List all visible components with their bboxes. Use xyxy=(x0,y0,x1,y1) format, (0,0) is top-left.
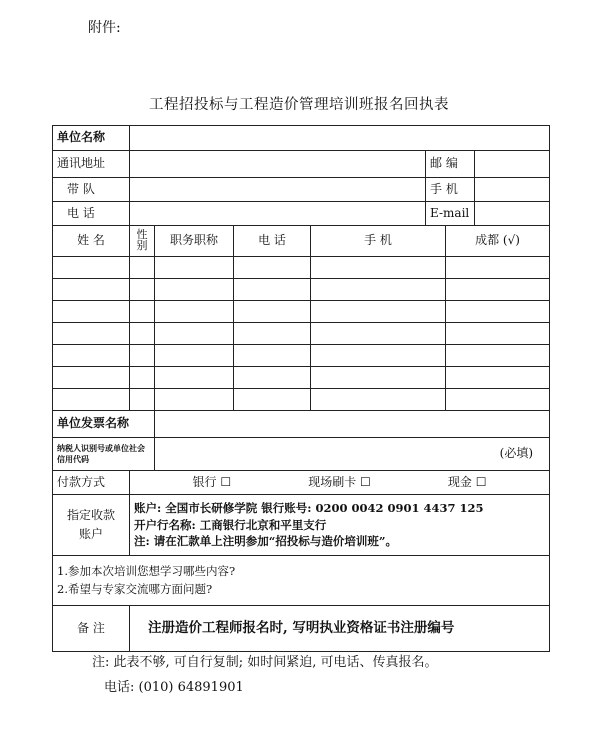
invoice-name-label: 单位发票名称 xyxy=(53,411,155,438)
form-title: 工程招投标与工程造价管理培训班报名回执表 xyxy=(149,97,449,113)
attendee-name-cell[interactable] xyxy=(53,367,130,389)
payment-option-bank[interactable]: 银行 ☐ xyxy=(192,474,232,489)
required-note: (必填) xyxy=(499,446,534,461)
attendee-row xyxy=(53,257,550,279)
attendee-position-cell[interactable] xyxy=(155,323,234,345)
account-label: 指定收款账户 xyxy=(53,495,130,556)
address-field[interactable] xyxy=(130,151,426,178)
col-name: 姓 名 xyxy=(53,226,130,257)
col-mobile: 手 机 xyxy=(311,226,446,257)
leader-field[interactable] xyxy=(130,178,426,202)
attendee-position-cell[interactable] xyxy=(155,345,234,367)
attendee-name-cell[interactable] xyxy=(53,279,130,301)
attendee-position-cell[interactable] xyxy=(155,389,234,411)
postcode-field[interactable] xyxy=(475,151,550,178)
attendee-row xyxy=(53,389,550,411)
address-label: 通讯地址 xyxy=(53,151,130,178)
questions-cell[interactable] xyxy=(53,556,550,606)
account-details xyxy=(130,495,550,556)
attendee-phone-cell[interactable] xyxy=(234,367,311,389)
attendee-row xyxy=(53,279,550,301)
attendee-phone-cell[interactable] xyxy=(234,345,311,367)
footer-note: 注: 此表不够, 可自行复制; 如时间紧迫, 可电话、传真报名。 xyxy=(92,655,438,670)
attendee-row xyxy=(53,367,550,389)
account-line-3: 注: 请在汇款单上注明参加“招投标与造价培训班”。 xyxy=(134,534,397,549)
invoice-name-field[interactable] xyxy=(155,411,550,438)
col-phone: 电 话 xyxy=(234,226,311,257)
attendee-mobile-cell[interactable] xyxy=(311,389,446,411)
remarks-text: 注册造价工程师报名时, 写明执业资格证书注册编号 xyxy=(148,620,455,637)
tax-id-field[interactable] xyxy=(155,438,550,471)
attendee-row xyxy=(53,345,550,367)
unit-name-label: 单位名称 xyxy=(53,126,130,151)
account-line-2: 开户行名称: 工商银行北京和平里支行 xyxy=(134,517,327,532)
remarks-label: 备 注 xyxy=(53,606,130,652)
remarks-cell xyxy=(130,606,550,652)
postcode-label: 邮 编 xyxy=(426,151,475,178)
attendee-position-cell[interactable] xyxy=(155,367,234,389)
attendee-phone-cell[interactable] xyxy=(234,257,311,279)
payment-option-cash[interactable]: 现金 ☐ xyxy=(447,474,487,489)
attendee-gender-cell[interactable] xyxy=(130,389,155,411)
attendee-city-cell[interactable] xyxy=(446,279,550,301)
attachment-label: 附件: xyxy=(88,20,121,36)
attendee-name-cell[interactable] xyxy=(53,389,130,411)
leader-label: 带 队 xyxy=(53,178,130,202)
attendee-phone-cell[interactable] xyxy=(234,323,311,345)
attendee-row xyxy=(53,301,550,323)
attendee-gender-cell[interactable] xyxy=(130,367,155,389)
attendee-city-cell[interactable] xyxy=(446,257,550,279)
tax-id-label: 纳税人识别号或单位社会信用代码 xyxy=(53,438,155,471)
attendee-position-cell[interactable] xyxy=(155,257,234,279)
col-position: 职务职称 xyxy=(155,226,234,257)
phone-field[interactable] xyxy=(130,202,426,226)
attendee-name-cell[interactable] xyxy=(53,257,130,279)
attendee-phone-cell[interactable] xyxy=(234,301,311,323)
attendee-gender-cell[interactable] xyxy=(130,345,155,367)
attendee-phone-cell[interactable] xyxy=(234,279,311,301)
attendee-city-cell[interactable] xyxy=(446,367,550,389)
attendee-city-cell[interactable] xyxy=(446,389,550,411)
attendee-gender-cell[interactable] xyxy=(130,257,155,279)
unit-name-field[interactable] xyxy=(130,126,550,151)
attendee-name-cell[interactable] xyxy=(53,323,130,345)
registration-form xyxy=(52,125,549,652)
leader-mobile-label: 手 机 xyxy=(426,178,475,202)
payment-options xyxy=(130,471,550,495)
leader-mobile-field[interactable] xyxy=(475,178,550,202)
email-field[interactable] xyxy=(475,202,550,226)
question-2: 2.希望与专家交流哪方面问题? xyxy=(57,581,213,596)
attendee-position-cell[interactable] xyxy=(155,279,234,301)
attendee-gender-cell[interactable] xyxy=(130,323,155,345)
attendee-city-cell[interactable] xyxy=(446,323,550,345)
attendee-mobile-cell[interactable] xyxy=(311,345,446,367)
col-gender: 性别 xyxy=(130,226,155,257)
attendee-name-cell[interactable] xyxy=(53,345,130,367)
attendee-mobile-cell[interactable] xyxy=(311,367,446,389)
attendee-mobile-cell[interactable] xyxy=(311,257,446,279)
payment-option-card[interactable]: 现场刷卡 ☐ xyxy=(308,474,371,489)
attendee-row xyxy=(53,323,550,345)
attendee-mobile-cell[interactable] xyxy=(311,323,446,345)
account-line-1: 账户: 全国市长研修学院 银行账号: 0200 0042 0901 4437 125 xyxy=(134,500,484,515)
email-label: E-mail xyxy=(426,202,475,226)
attendee-phone-cell[interactable] xyxy=(234,389,311,411)
attendee-mobile-cell[interactable] xyxy=(311,301,446,323)
attendee-gender-cell[interactable] xyxy=(130,279,155,301)
col-city: 成都 (√) xyxy=(446,226,550,257)
payment-method-label: 付款方式 xyxy=(53,471,130,495)
question-1: 1.参加本次培训您想学习哪些内容? xyxy=(57,563,236,578)
attendee-position-cell[interactable] xyxy=(155,301,234,323)
attendee-city-cell[interactable] xyxy=(446,345,550,367)
phone-label: 电 话 xyxy=(53,202,130,226)
attendee-mobile-cell[interactable] xyxy=(311,279,446,301)
attendee-name-cell[interactable] xyxy=(53,301,130,323)
registration-table xyxy=(52,125,550,652)
attendee-gender-cell[interactable] xyxy=(130,301,155,323)
footer-phone: 电话: (010) 64891901 xyxy=(104,680,244,695)
attendee-city-cell[interactable] xyxy=(446,301,550,323)
